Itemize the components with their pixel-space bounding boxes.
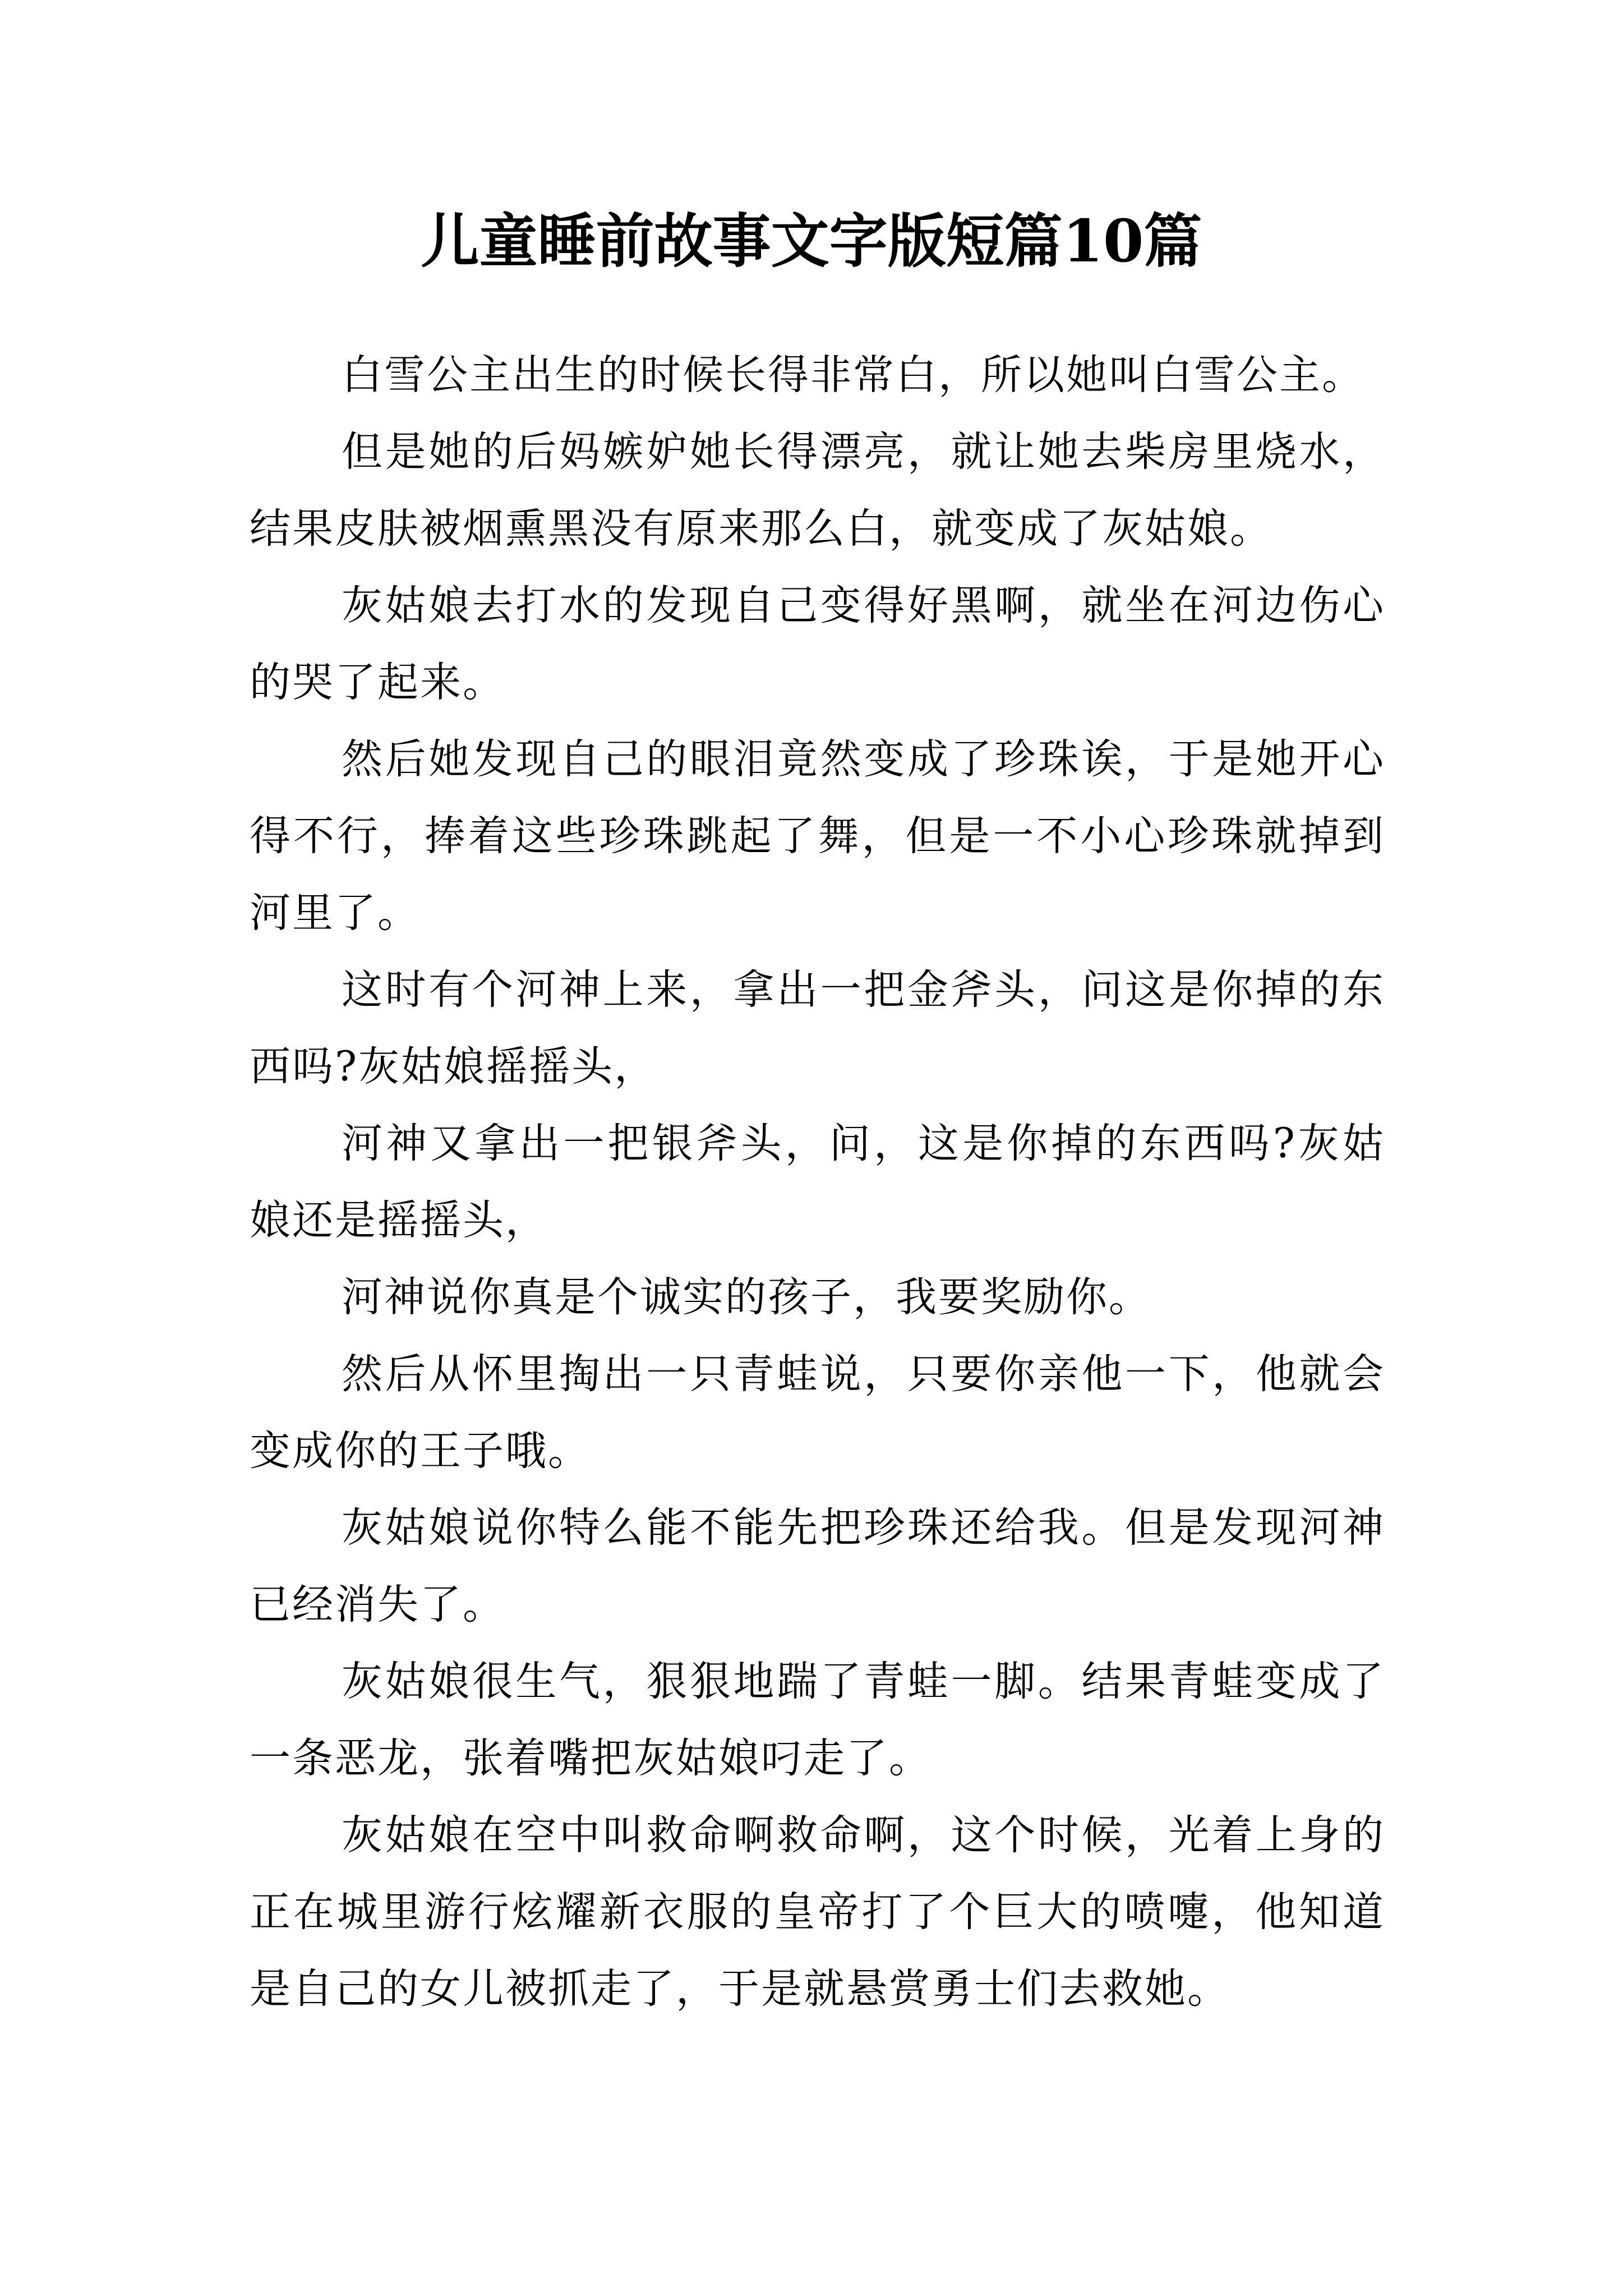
paragraph: 灰姑娘在空中叫救命啊救命啊，这个时候，光着上身的正在城里游行炫耀新衣服的皇帝打了个巨大的喷嚏，他知道是自己的女儿被抓走了，于是就悬赏勇士们去救她。 bbox=[250, 1811, 1385, 2013]
document-body bbox=[250, 337, 1385, 2027]
paragraph: 河神说你真是个诚实的孩子，我要奖励你。 bbox=[342, 1273, 1151, 1321]
paragraph: 灰姑娘很生气，狠狠地踹了青蛙一脚。结果青蛙变成了一条恶龙，张着嘴把灰姑娘叼走了。 bbox=[250, 1658, 1385, 1782]
paragraph: 然后她发现自己的眼泪竟然变成了珍珠诶，于是她开心得不行，捧着这些珍珠跳起了舞，但是一不小心珍珠就掉到河里了。 bbox=[250, 735, 1385, 937]
paragraph: 这时有个河神上来，拿出一把金斧头，问这是你掉的东西吗?灰姑娘摇摇头， bbox=[250, 966, 1385, 1091]
paragraph: 白雪公主出生的时候长得非常白，所以她叫白雪公主。 bbox=[342, 351, 1364, 399]
paragraph: 灰姑娘说你特么能不能先把珍珠还给我。但是发现河神已经消失了。 bbox=[250, 1504, 1385, 1628]
paragraph: 灰姑娘去打水的发现自己变得好黑啊，就坐在河边伤心的哭了起来。 bbox=[250, 582, 1385, 706]
paragraph: 河神又拿出一把银斧头，问，这是你掉的东西吗?灰姑娘还是摇摇头， bbox=[250, 1120, 1385, 1244]
paragraph: 然后从怀里掏出一只青蛙说，只要你亲他一下，他就会变成你的王子哦。 bbox=[250, 1350, 1385, 1475]
paragraph: 但是她的后妈嫉妒她长得漂亮，就让她去柴房里烧水，结果皮肤被烟熏黑没有原来那么白，就变成了灰姑娘。 bbox=[250, 428, 1385, 553]
document-title: 儿童睡前故事文字版短篇10篇 bbox=[421, 206, 1202, 275]
